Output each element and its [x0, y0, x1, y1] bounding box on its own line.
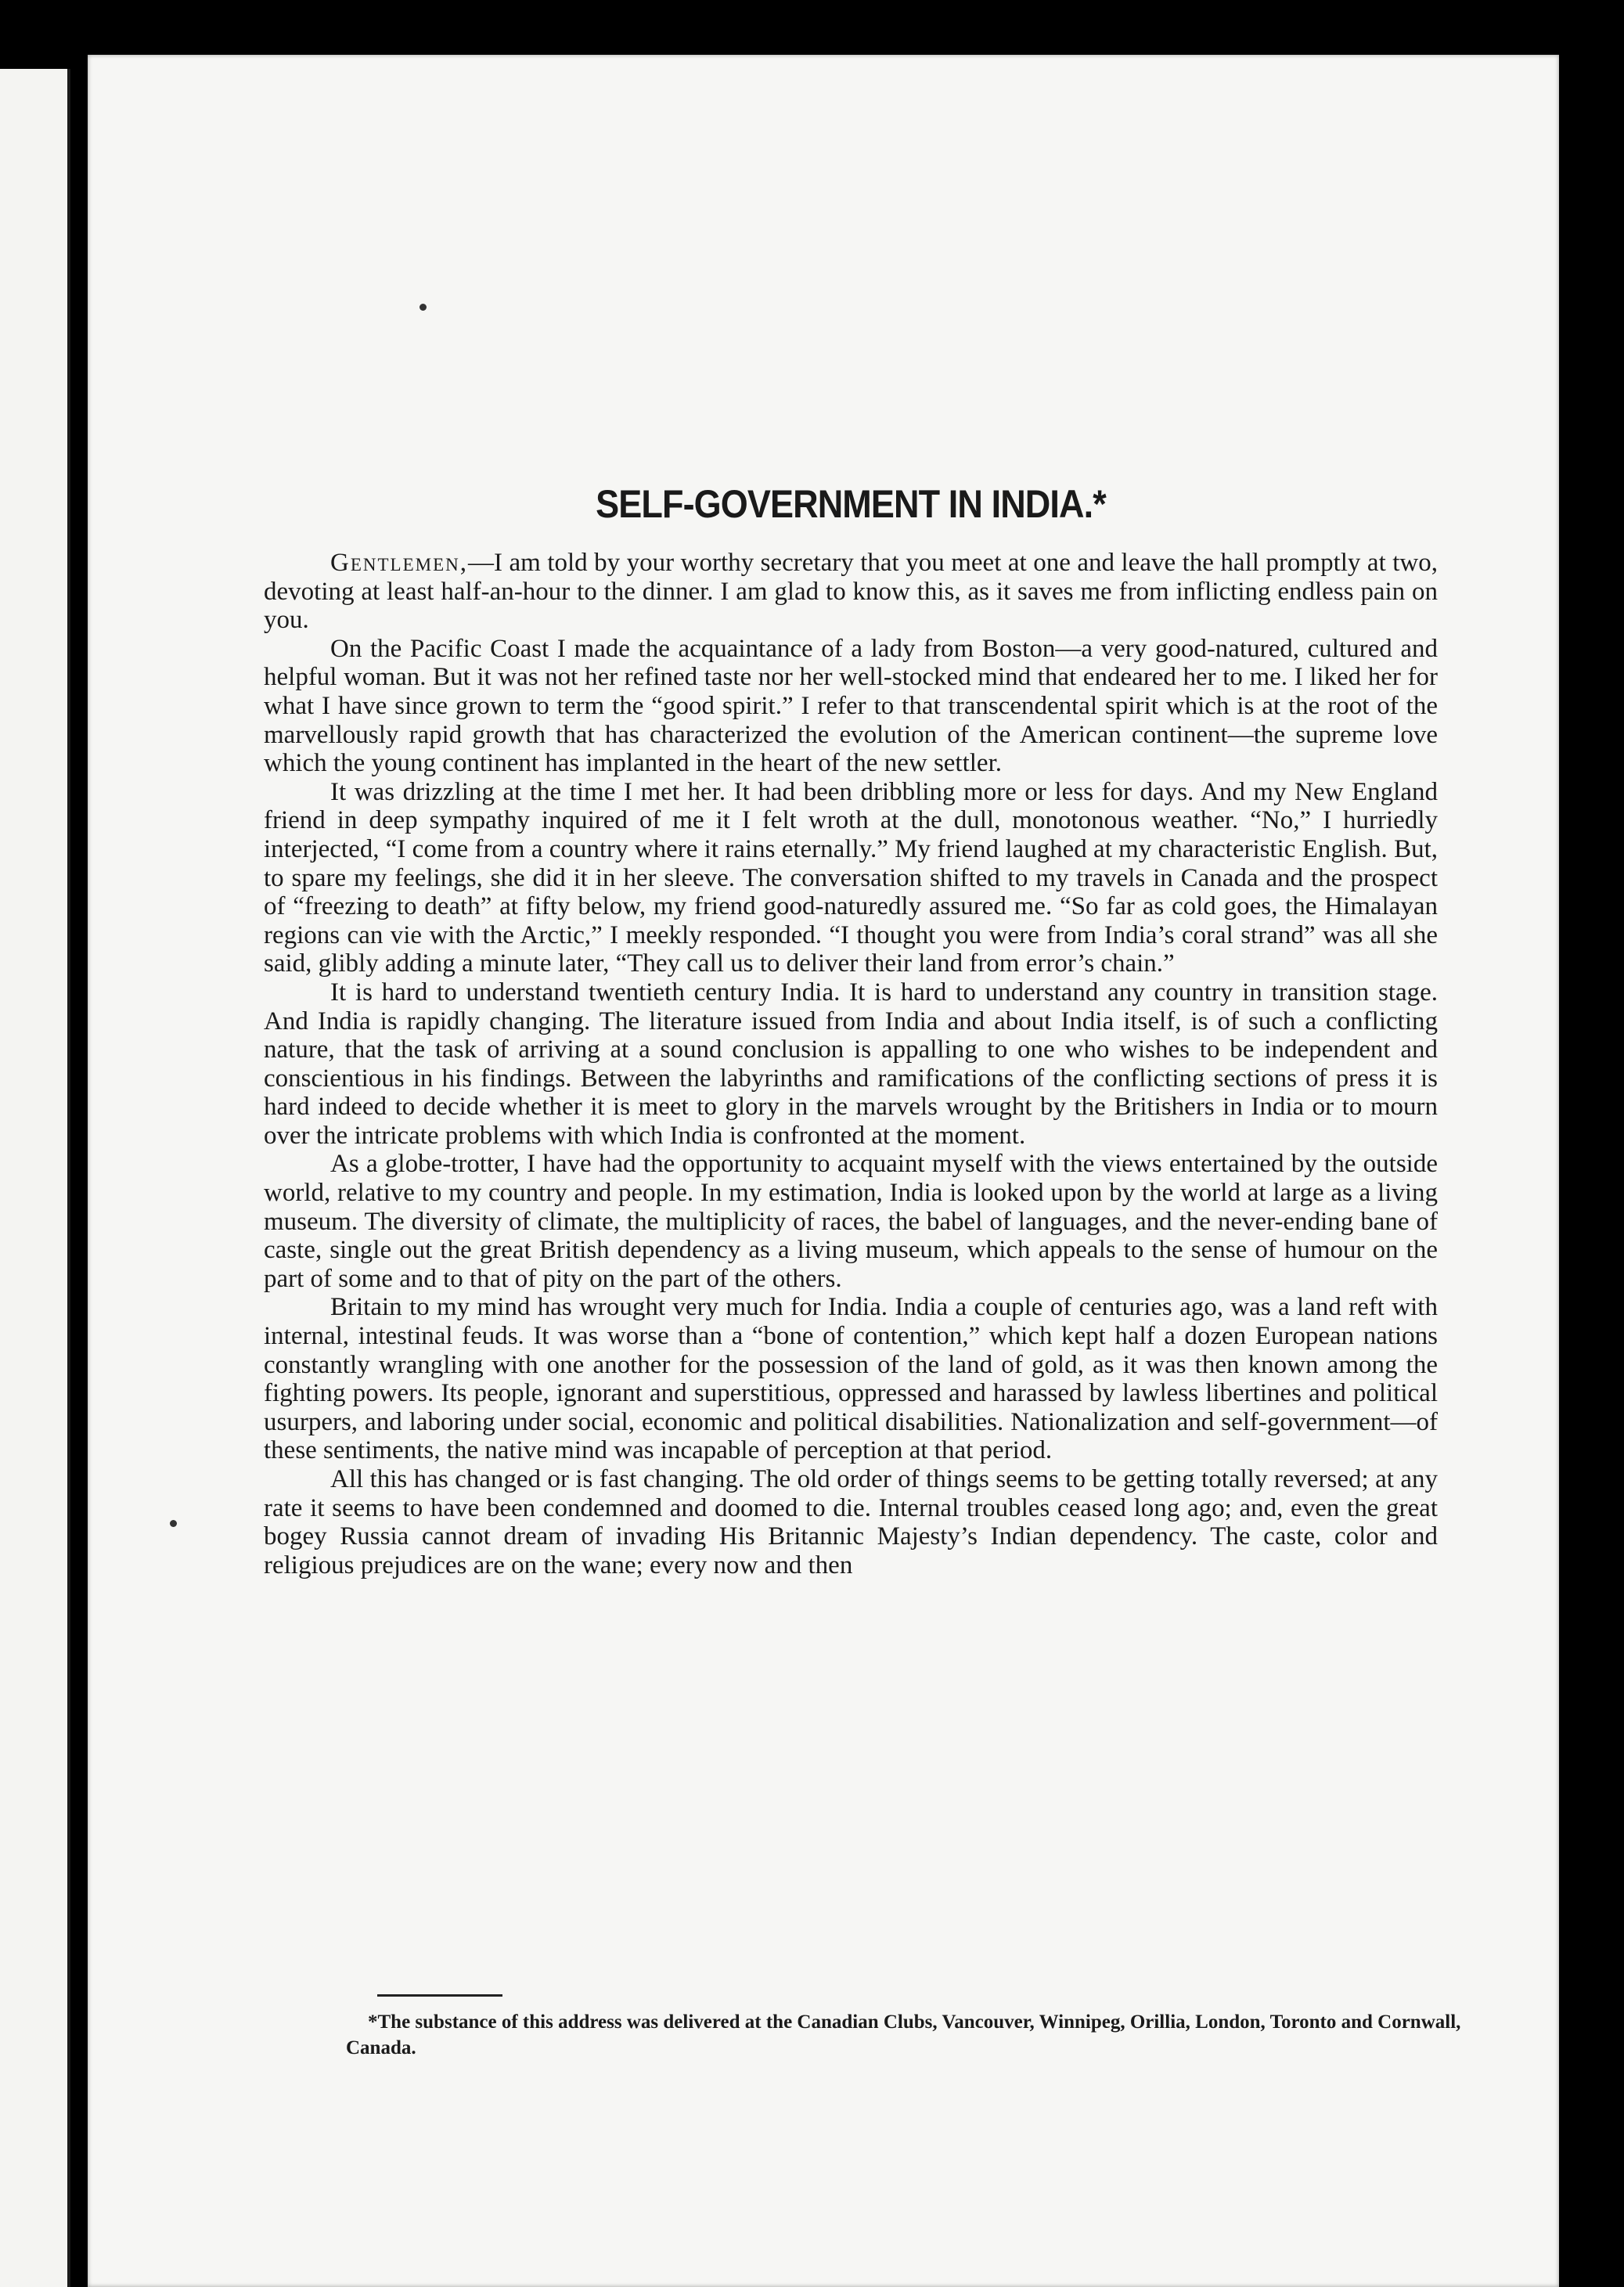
paragraph: It is hard to understand twentieth century India. It is hard to understand any country in transition stage. And India is rapidly changing. The literature issued from India and about India itself, is of such a conflicting nature, that the task of arriving at a sound conclusion is appalling to one who wishes to be independent and conscientious in his findings. Between the labyrinths and ramifications of the conflicting sections of press it is hard indeed to decide whether it is meet to glory in the marvels wrought by the Britishers in India or to mourn over the intricate problems with which India is confronted at the moment. — [264, 978, 1438, 1150]
paragraph-text: —I am told by your worthy secretary that you meet at one and leave the hall promptly at two, devoting at least half-an-hour to the dinner. I am glad to know this, as it saves me from inflicting endless pain on you. — [264, 549, 1438, 635]
paragraph — [264, 549, 1438, 635]
scan-speck — [420, 304, 427, 311]
paragraph: Britain to my mind has wrought very much for India. India a couple of centuries ago, was a land reft with internal, intestinal feuds. It was worse than a “bone of contention,” which kept half a dozen European nations constantly wrangling with one another for the possession of the land of gold, as it was then known among the fighting powers. Its people, ignorant and superstitious, oppressed and harassed by lawless libertines and political usurpers, and laboring under social, economic and political disabilities. Nationalization and self-government—of these sentiments, the native mind was incapable of perception at that period. — [264, 1293, 1438, 1465]
paragraph: On the Pacific Coast I made the acquaintance of a lady from Boston—a very good-natured, cultured and helpful woman. But it was not her refined taste nor her well-stocked mind that endeared her to me. I liked her for what I have since grown to term the “good spirit.” I refer to that transcendental spirit which is at the root of the marvellously rapid growth that has characterized the evolution of the American continent—the supreme love which the young continent has implanted in the heart of the new settler. — [264, 634, 1438, 778]
page-content — [264, 481, 1438, 1579]
scan-speck — [170, 1520, 177, 1527]
paragraph: All this has changed or is fast changing. The old order of things seems to be getting totally reversed; at any rate it seems to have been condemned and doomed to die. Internal troubles ceased long ago; and, even the great bogey Russia cannot dream of invading His Britannic Majesty’s Indian dependency. The caste, color and religious prejudices are on the wane; every now and then — [264, 1465, 1438, 1579]
body-text — [264, 549, 1438, 1579]
page-title: SELF-GOVERNMENT IN INDIA.* — [596, 482, 1106, 526]
footnote: *The substance of this address was delivered at the Canadian Clubs, Vancouver, Winnipeg, Orillia, London, Toronto and Cornwall, Canada. — [346, 2011, 1461, 2058]
footnote-divider — [377, 1994, 502, 1997]
paragraph: As a globe-trotter, I have had the opportunity to acquaint myself with the views entertained by the outside world, relative to my country and people. In my estimation, India is looked upon by the world at large as a living museum. The diversity of climate, the multiplicity of races, the babel of languages, and the never-ending bane of caste, single out the great British dependency as a living museum, which appeals to the sense of humour on the part of some and to that of pity on the part of the others. — [264, 1150, 1438, 1293]
previous-page-edge — [0, 69, 70, 2287]
paragraph: It was drizzling at the time I met her. It had been dribbling more or less for days. And my New England friend in deep sympathy inquired of me it I felt wroth at the dull, monotonous weather. “No,” I hurriedly interjected, “I come from a country where it rains eternally.” My friend laughed at my characteristic English. But, to spare my feelings, she did it in her sleeve. The conversation shifted to my travels in Canada and the prospect of “freezing to death” at fifty below, my friend good-naturedly assured me. “So far as cold goes, the Himalayan regions can vie with the Arctic,” I meekly responded. “I thought you were from India’s coral strand” was all she said, glibly adding a minute later, “They call us to deliver their land from error’s chain.” — [264, 777, 1438, 978]
salutation: Gentlemen, — [330, 549, 468, 577]
document-page — [88, 55, 1559, 2287]
